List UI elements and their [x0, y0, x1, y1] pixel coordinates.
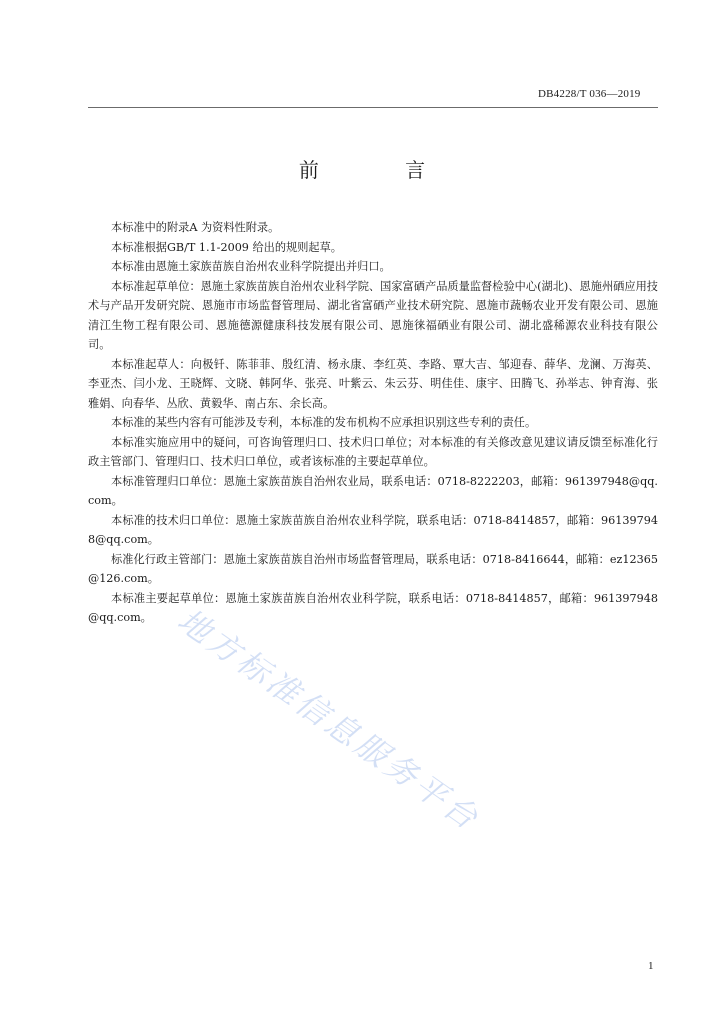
document-number: DB4228/T 036—2019	[538, 88, 641, 100]
paragraph-admin-contact: 标准化行政主管部门：恩施土家族苗族自治州市场监督管理局，联系电话：0718-8416644，邮箱：ez12365@126.com。	[88, 552, 658, 585]
paragraph-management-contact: 本标准管理归口单位：恩施土家族苗族自治州农业局，联系电话：0718-8222203，邮箱：961397948@qq.com。	[88, 474, 658, 507]
page-title: 前 言	[298, 158, 466, 182]
watermark: 地方标准信息服务平台	[170, 600, 488, 839]
paragraph-drafting-rules: 本标准根据GB/T 1.1-2009 给出的规则起草。	[111, 240, 342, 254]
page-number: 1	[648, 960, 654, 972]
paragraph-feedback: 本标准实施应用中的疑问，可咨询管理归口、技术归口单位；对本标准的有关修改意见建议请反馈至标准化行政主管部门、管理归口、技术归口单位，或者该标准的主要起草单位。	[88, 435, 658, 468]
paragraph-drafting-units: 本标准起草单位：恩施土家族苗族自治州农业科学院、国家富硒产品质量监督检验中心(湖北)、恩施州硒应用技术与产品开发研究院、恩施市市场监督管理局、湖北省富硒产业技术研究院、恩施市蔬畅农业开发有限公司、恩施清江生物工程有限公司、恩施德源健康科技发展有限公司、恩施徕福硒业有限公司、湖北盛稀源农业科技有限公司。	[88, 279, 658, 351]
paragraph-proposer: 本标准由恩施土家族苗族自治州农业科学院提出并归口。	[111, 260, 391, 273]
paragraph-patent-notice: 本标准的某些内容有可能涉及专利，本标准的发布机构不应承担识别这些专利的责任。	[111, 416, 537, 429]
paragraph-appendix-note: 本标准中的附录A 为资料性附录。	[111, 221, 280, 234]
paragraph-technical-contact: 本标准的技术归口单位：恩施土家族苗族自治州农业科学院，联系电话：0718-8414857，邮箱：961397948@qq.com。	[88, 513, 658, 546]
paragraph-drafters: 本标准起草人：向极钎、陈菲菲、殷红清、杨永康、李红英、李路、覃大吉、邹迎春、薛华、龙澜、万海英、李亚杰、闫小龙、王晓辉、文晓、韩阿华、张亮、叶紫云、朱云芬、明佳佳、康宇、田腾飞、孙举志、钟育海、张雅娟、向春华、丛欣、黄毅华、南占东、余长高。	[88, 357, 658, 410]
header-divider	[88, 107, 658, 108]
foreword-body	[88, 218, 658, 628]
paragraph-main-drafter-contact: 本标准主要起草单位：恩施土家族苗族自治州农业科学院，联系电话：0718-8414857，邮箱：961397948@qq.com。	[88, 591, 658, 624]
